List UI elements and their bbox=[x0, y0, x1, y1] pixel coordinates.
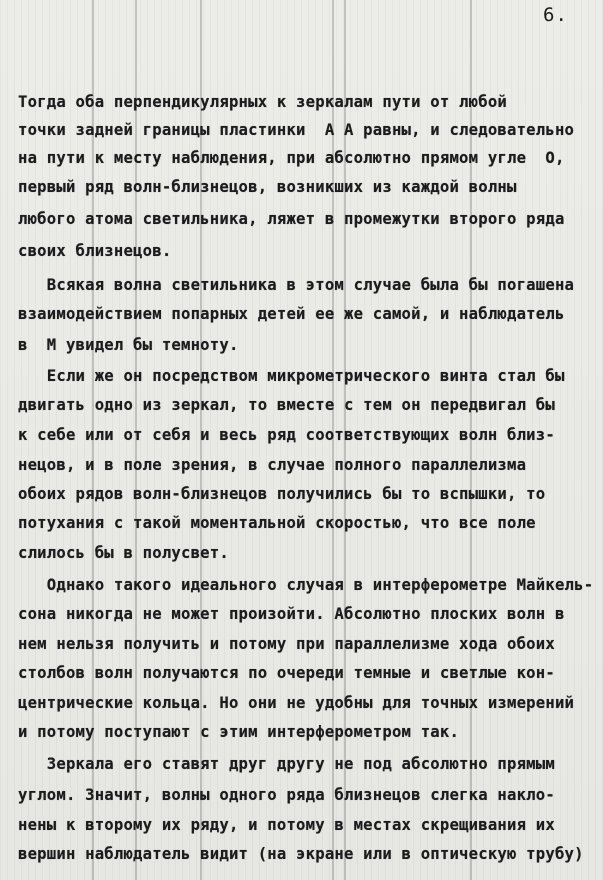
text-line: к себе или от себя и весь ряд соответствующих волн близ- bbox=[18, 426, 555, 444]
text-line: вершин наблюдатель видит (на экране или в оптическую трубу) bbox=[18, 845, 584, 863]
text-line: Зеркала его ставят друг другу не под абсолютно прямым bbox=[18, 755, 555, 773]
text-line: любого атома светильника, ляжет в промежутки второго ряда bbox=[18, 210, 565, 228]
text-line: Всякая волна светильника в этом случае была бы погашена bbox=[18, 276, 575, 294]
text-line: нем нельзя получить и потому при параллелизме хода обоих bbox=[18, 635, 555, 653]
text-line: взаимодействием попарных детей ее же самой, и наблюдатель bbox=[18, 305, 565, 323]
text-line: Тогда оба перпендикулярных к зеркалам пути от любой bbox=[18, 93, 507, 111]
text-line: в М увидел бы темноту. bbox=[18, 336, 239, 354]
text-line: столбов волн получаются по очереди темные и светлые кон- bbox=[18, 664, 555, 682]
text-line: Если же он посредством микрометрического винта стал бы bbox=[18, 367, 565, 385]
page-number: 6. bbox=[543, 4, 568, 26]
text-line: своих близнецов. bbox=[18, 242, 172, 260]
text-line: точки задней границы пластинки А А равны, и следовательно bbox=[18, 121, 575, 139]
text-line: углом. Значит, волны одного ряда близнецов слегка накло- bbox=[18, 786, 555, 804]
text-line: потухания с такой моментальной скоростью, что все поле bbox=[18, 514, 536, 532]
text-line: первый ряд волн-близнецов, возникших из каждой волны bbox=[18, 178, 517, 196]
text-line: слилось бы в полусвет. bbox=[18, 544, 229, 562]
text-line: Однако такого идеального случая в интерферометре Майкель- bbox=[18, 576, 594, 594]
text-line: нены к второму их ряду, и потому в местах скрещивания их bbox=[18, 816, 555, 834]
text-line: центрические кольца. Но они не удобны для точных измерений bbox=[18, 694, 575, 712]
text-line: на пути к месту наблюдения, при абсолютно прямом угле О, bbox=[18, 149, 565, 167]
text-line: обоих рядов волн-близнецов получились бы то вспышки, то bbox=[18, 485, 546, 503]
text-line: нецов, и в поле зрения, в случае полного параллелизма bbox=[18, 456, 527, 474]
text-line: и потому поступают с этим интерферометром так. bbox=[18, 723, 460, 741]
text-line: двигать одно из зеркал, то вместе с тем он передвигал бы bbox=[18, 396, 555, 414]
text-line: сона никогда не может произойти. Абсолютно плоских волн в bbox=[18, 605, 565, 623]
